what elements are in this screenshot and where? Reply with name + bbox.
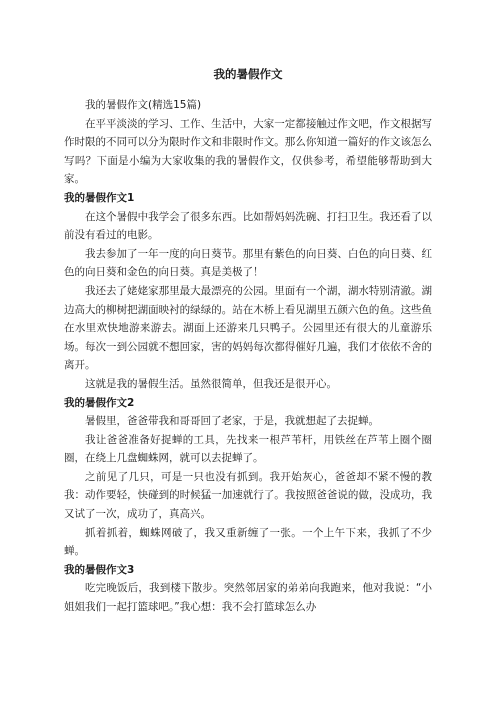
- document-title: 我的暑假作文: [213, 67, 283, 81]
- section-heading-1: 我的暑假作文1: [64, 191, 135, 204]
- section1-paragraph: 我还去了姥姥家那里最大最漂亮的公园。里面有一个湖，湖水特别清澈。湖边高大的柳树把湖面映衬的绿绿的。站在木桥上看见湖里五颜六色的鱼。这些鱼在水里欢快地游来游去。湖面上还游来几只鸭子。公园里还有很大的儿童游乐场。每次一到公园就不想回家，害的妈妈每次都得催好几遍，我们才依依不舍的离开。: [64, 284, 432, 372]
- section3-paragraph: 吃完晚饭后，我到楼下散步。突然邻居家的弟弟向我跑来，他对我说：“小姐姐我们一起打篮球吧。”我心想：我不会打篮球怎么办: [64, 582, 432, 614]
- section2-paragraph: 之前见了几只，可是一只也没有抓到。我开始灰心，爸爸却不紧不慢的教我：动作要轻，快碰到的时候猛一加速就行了。我按照爸爸说的做，没成功，我又试了一次，成功了，真高兴。: [64, 470, 432, 521]
- intro-subtitle: 我的暑假作文(精选15篇): [85, 99, 202, 111]
- section-heading-3: 我的暑假作文3: [64, 563, 135, 576]
- section1-paragraph: 我去参加了一年一度的向日葵节。那里有紫色的向日葵、白色的向日葵、红色的向日葵和金色的向日葵。真是美极了！: [64, 247, 432, 279]
- section2-paragraph: 我让爸爸准备好捉蝉的工具，先找来一根芦苇杆，用铁丝在芦苇上圈个圈圈，在绕上几盘蜘蛛网，就可以去捉蝉了。: [64, 433, 432, 465]
- section2-paragraph: 抓着抓着，蜘蛛网破了，我又重新缠了一张。一个上午下来，我抓了不少蝉。: [64, 526, 432, 558]
- section-heading-2: 我的暑假作文2: [64, 396, 135, 409]
- intro-paragraph: 在平平淡淡的学习、工作、生活中，大家一定都接触过作文吧，作文根据写作时限的不同可以分为限时作文和非限时作文。那么你知道一篇好的作文该怎么写吗？下面是小编为大家收集的我的暑假作文，仅供参考，希望能够帮助到大家。: [64, 117, 432, 186]
- section1-paragraph: 这就是我的暑假生活。虽然很简单，但我还是很开心。: [85, 377, 337, 390]
- section1-paragraph: 在这个暑假中我学会了很多东西。比如帮妈妈洗碗、打扫卫生。我还看了以前没有看过的电影。: [64, 210, 432, 242]
- section2-paragraph: 暑假里，爸爸带我和哥哥回了老家，于是，我就想起了去捉蝉。: [85, 415, 379, 428]
